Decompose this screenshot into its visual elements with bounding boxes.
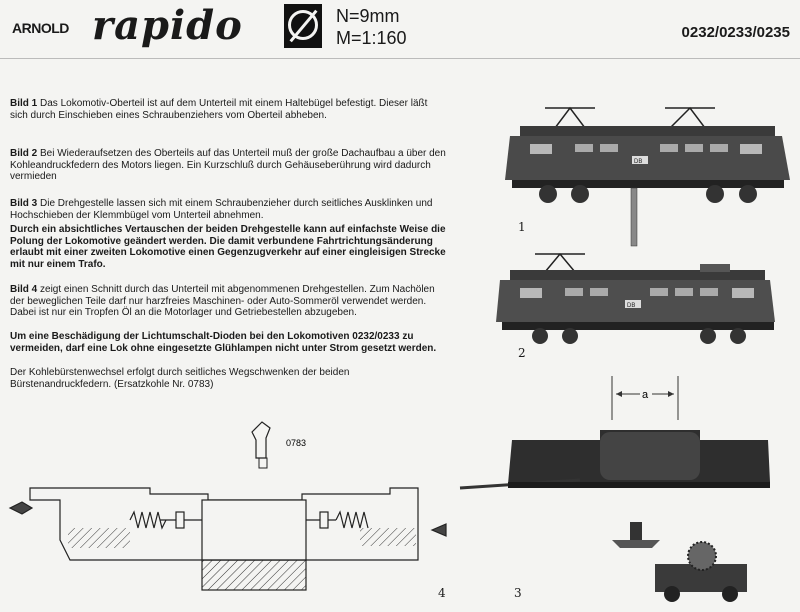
bild1-text: Das Lokomotiv-Oberteil ist auf dem Unterteil mit einem Haltebügel befestigt. Dieser läßt sich durch Einschieben eines Schraubenziehers vom Oberteil abheben. <box>10 98 428 121</box>
carbon-brush-part <box>252 422 306 468</box>
paragraph-dioden: Um eine Beschädigung der Lichtumschalt-Dioden bei den Lokomotiven 0232/0233 zu vermeiden, darf eine Lok ohne eingesetzte Glühlampen nicht unter Strom gesetzt werden. <box>10 331 437 354</box>
locomotive-figure-1 <box>505 108 790 246</box>
bild4-text: zeigt einen Schnitt durch das Unterteil mit abgenommenen Drehgestellen. Zum Nachölen der beweglichen Teile darf nur harzfreies Maschinen- oder Auto-Sommeröl verwendet werden. Dabei ist nur ein Tropfen Öl an die Motorlager und Getriebestellen abzugeben. <box>10 284 435 318</box>
locomotive-figure-2 <box>496 254 775 344</box>
figure-number-2: 2 <box>518 346 526 360</box>
chassis-figure-3 <box>460 376 770 602</box>
figure-number-1: 1 <box>518 220 526 234</box>
scale-ratio: M=1:160 <box>336 28 407 48</box>
bild1-label: Bild 1 <box>10 98 38 109</box>
bild4-label: Bild 4 <box>10 284 38 295</box>
paragraph-polung: Durch ein absichtliches Vertauschen der beiden Drehgestelle kann auf einfachste Weise die Polung der Lokomotive geändert werden. Die damit verbundene Fahrtrichtungsänderung erlaubt mit einer zweiten Lokomotive einen Gegenzugverkehr auf einer eingleisigen Strecke mit nur einem Trafo. <box>10 224 446 270</box>
scale-gauge: N=9mm <box>336 6 400 26</box>
bild2-text: Bei Wiederaufsetzen des Oberteils auf das Unterteil muß der große Dachaufbau a über den Kohleandruckfedern des Motors liegen. Ein Kurzschluß durch Gehäuseberührung wird dadurch vermieden <box>10 148 446 182</box>
bild2-label: Bild 2 <box>10 148 38 159</box>
paragraph-kohle: Der Kohlebürstenwechsel erfolgt durch seitliches Wegschwenken der beiden Bürstenandruckfedern. (Ersatzkohle Nr. 0783) <box>10 367 350 390</box>
bild3-text: Die Drehgestelle lassen sich mit einem Schraubenzieher durch seitliches Ausklinken und Hochschieben der Klemmbügel vom Unterteil abnehmen. <box>10 198 433 221</box>
loco-plate-2: DB <box>627 303 636 309</box>
cross-section-figure-4 <box>10 488 446 590</box>
figure-number-3: 3 <box>514 586 522 600</box>
model-numbers: 0232/0233/0235 <box>681 24 790 41</box>
bild3-label: Bild 3 <box>10 198 38 209</box>
brand-rapido-logo: rapido <box>92 2 243 49</box>
figure-number-4: 4 <box>438 586 446 600</box>
part-number-label: 0783 <box>286 438 307 448</box>
dimension-a-label: a <box>642 389 649 401</box>
brand-arnold-logo: ARNOLD <box>12 20 69 36</box>
loco-plate-1: DB <box>634 159 643 165</box>
